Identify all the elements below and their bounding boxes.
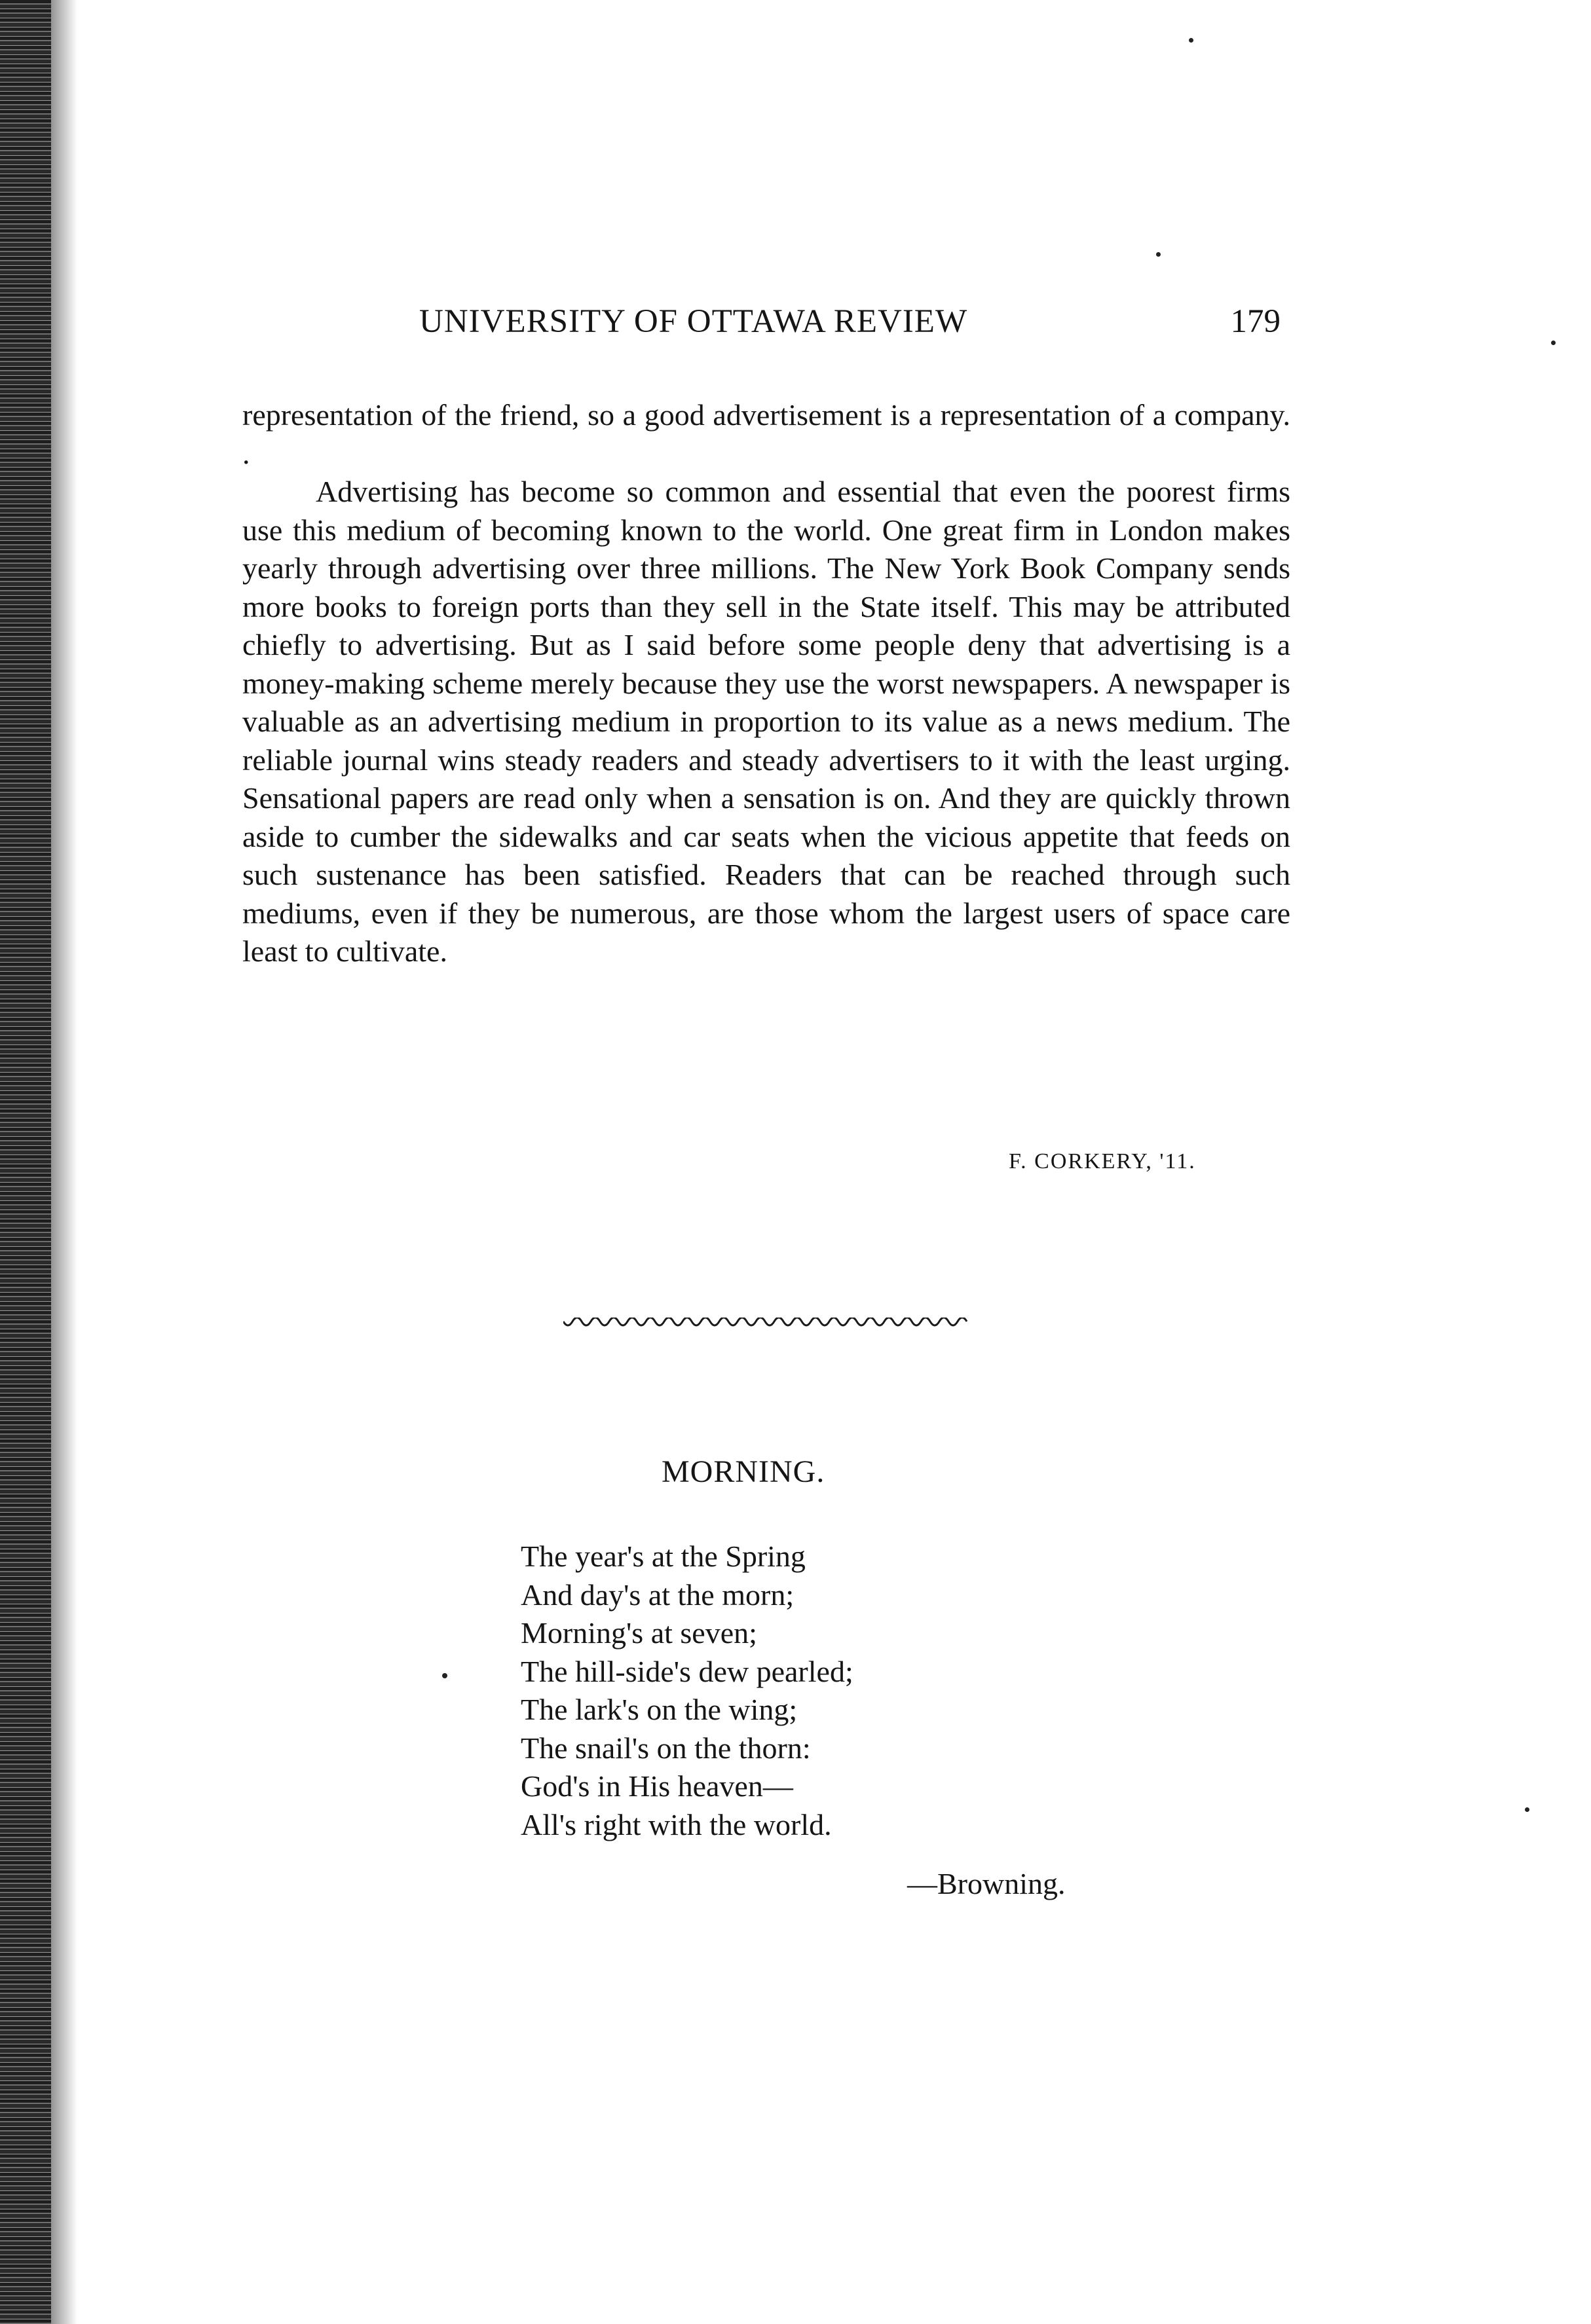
article-body [242,396,1290,971]
page-binding-edge [0,0,51,2324]
journal-title: UNIVERSITY OF OTTAWA REVIEW [419,303,968,340]
poem-line: And day's at the morn; [521,1577,795,1612]
poem-line: The snail's on the thorn: [521,1731,811,1765]
poem-line: God's in His heaven— [521,1769,793,1803]
scan-speck [1525,1807,1529,1812]
scan-speck [1551,341,1556,345]
scan-speck [442,1673,447,1678]
article-paragraph: representation of the friend, so a good advertisement is a representation of a company. . [242,398,1290,470]
poem-line: Morning's at seven; [521,1616,757,1650]
page-header [419,303,1281,342]
poem-line: All's right with the world. [521,1807,832,1841]
scan-speck [1189,38,1193,43]
poem-line: The lark's on the wing; [521,1693,798,1726]
author-signature: F. CORKERY, '11. [1009,1149,1196,1173]
poem-line: The hill-side's dew pearled; [521,1654,853,1688]
wavy-divider-ornament [563,1318,969,1332]
page-number: 179 [1230,303,1281,340]
poem-body [521,1538,853,1844]
page-binding-shadow [51,0,77,2324]
scan-speck [1156,252,1161,257]
article-paragraph: Advertising has become so common and essential that even the poorest firms use this medium of becoming known to the world. One great firm in London makes yearly through advertising over three millions. The New York Book Company sends more books to foreign ports than they sell in the State itself. This may be attributed chiefly to advertising. But as I said before some people deny that advertising is a money-making scheme merely because they use the worst newspapers. A newspaper is valuable as an advertising medium in proportion to its value as a news medium. The reliable journal wins steady readers and steady advertisers to it with the least urging. Sensational papers are read only when a sensation is on. And they are quickly thrown aside to cumber the sidewalks and car seats when the vicious appetite that feeds on such sustenance has been satisfied. Readers that can be reached through such mediums, even if they be numerous, are those whom the largest users of space care least to cultivate. [242,475,1290,968]
poem-title: MORNING. [662,1454,825,1489]
poem-line: The year's at the Spring [521,1540,806,1573]
poem-attribution: —Browning. [907,1867,1066,1900]
